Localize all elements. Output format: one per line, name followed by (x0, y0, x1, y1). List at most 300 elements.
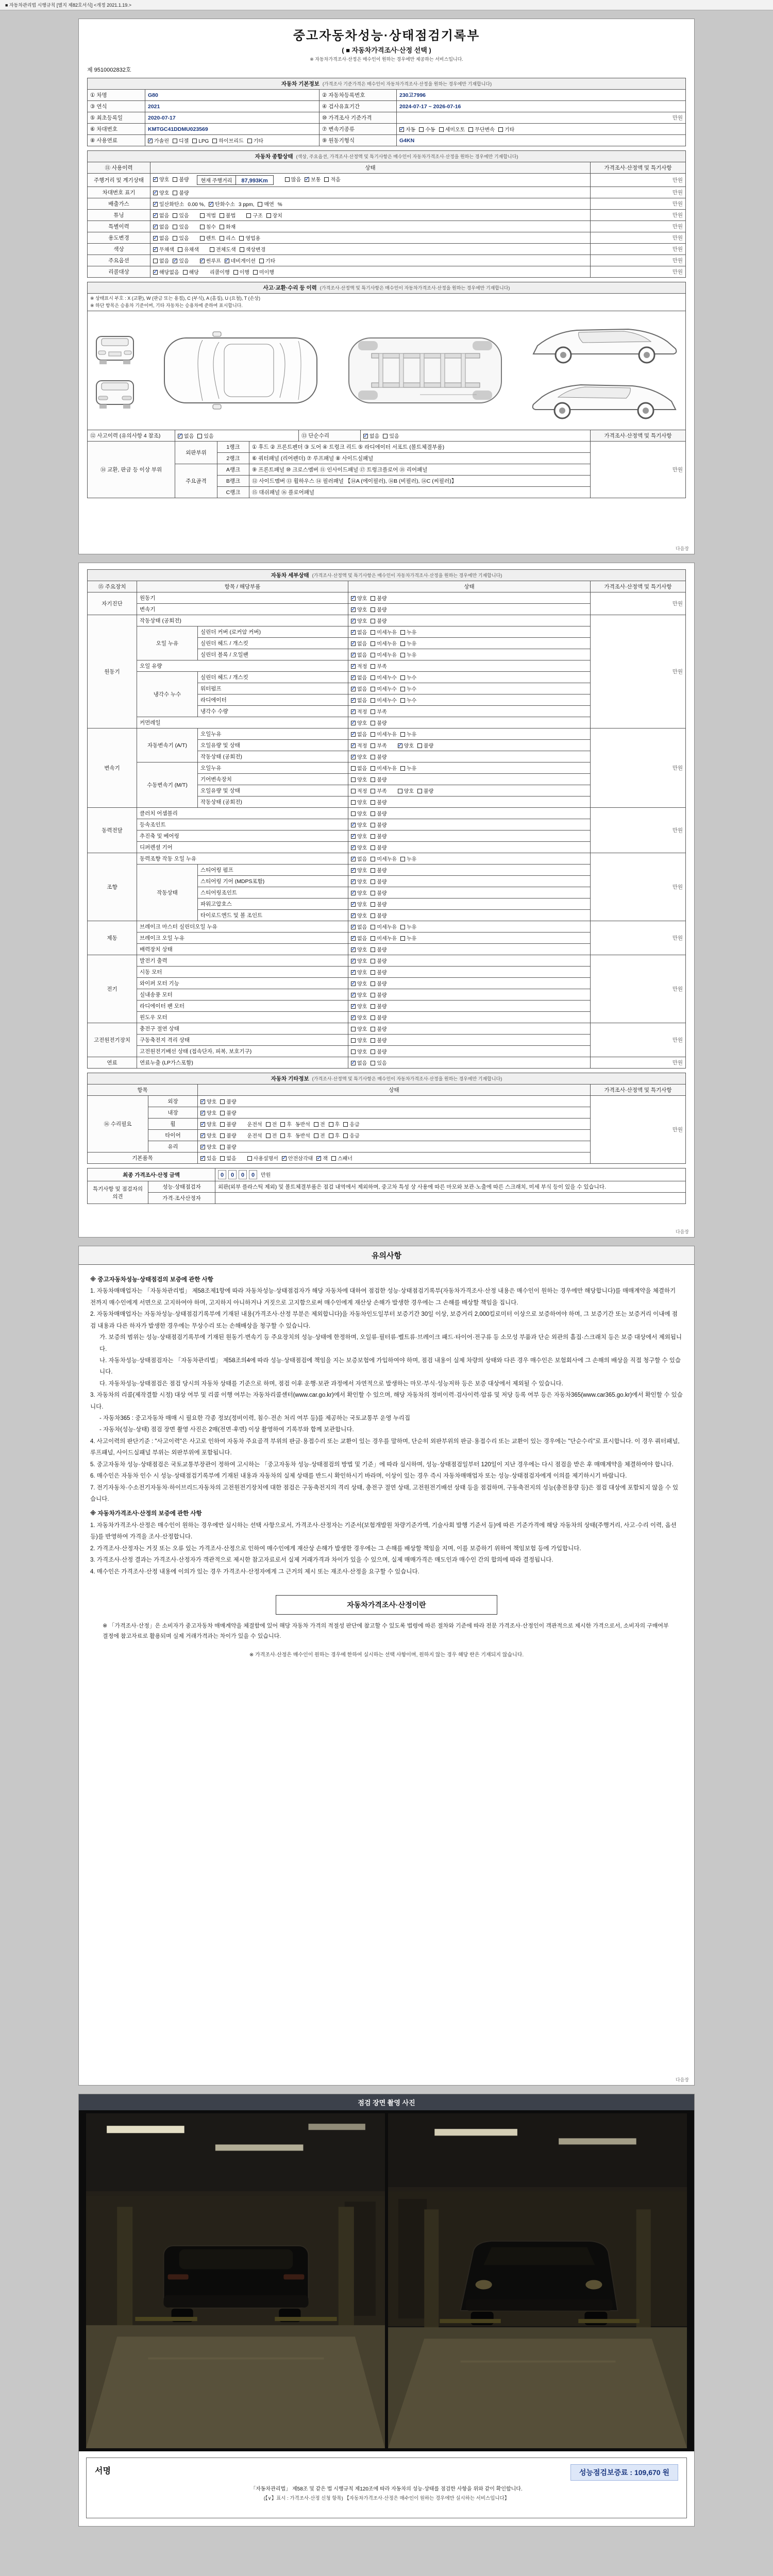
checkbox-화재[interactable] (220, 223, 236, 230)
state-cell (348, 1012, 591, 1023)
checkbox-양호[interactable] (200, 1143, 216, 1150)
checkbox-있음[interactable] (383, 432, 399, 439)
checkbox-양호[interactable] (351, 957, 367, 964)
checkbox-mark (399, 127, 404, 132)
state-cell (348, 683, 591, 694)
checkbox-mark (197, 434, 202, 438)
checkbox-무단변속[interactable] (468, 125, 495, 133)
checkbox-label: 양호 (357, 879, 367, 885)
col-state: 상태 (150, 162, 591, 174)
checkbox-누유[interactable] (400, 639, 416, 647)
use-history-label: 색상 (88, 244, 150, 255)
checkbox-양호[interactable] (351, 1047, 367, 1055)
checkbox-불량[interactable] (371, 979, 386, 987)
checkbox-mark (153, 213, 158, 218)
checkbox-양호[interactable] (351, 821, 367, 828)
checkbox-mark (314, 1133, 318, 1138)
checkbox-mark (351, 641, 356, 646)
checkbox-label: 미세누유 (377, 766, 397, 772)
checkbox-전[interactable] (314, 1120, 325, 1128)
checkbox-mark (266, 213, 271, 218)
checkbox-적정[interactable] (351, 707, 367, 715)
checkbox-불량[interactable] (220, 1143, 236, 1150)
checkbox-해당없음[interactable] (153, 268, 179, 276)
checkbox-있음[interactable] (173, 223, 189, 230)
checkbox-label: 양호 (357, 755, 367, 760)
checkbox-없음[interactable] (351, 685, 367, 692)
checkbox-전[interactable] (266, 1120, 277, 1128)
checkbox-불량[interactable] (371, 889, 386, 896)
checkbox-불량[interactable] (371, 991, 386, 998)
checkbox-양호[interactable] (351, 911, 367, 919)
price-cell: 만원 (590, 1023, 685, 1057)
checkbox-mark (400, 732, 405, 737)
checkbox-양호[interactable] (351, 1013, 367, 1021)
checkbox-무채색[interactable] (153, 245, 174, 253)
checkbox-없음[interactable] (351, 923, 367, 930)
checkbox-있음[interactable] (173, 257, 189, 264)
checkbox-사용설명서[interactable] (247, 1154, 278, 1162)
checkbox-탄화수소[interactable] (209, 200, 235, 208)
checkbox-누유[interactable] (400, 730, 416, 738)
checkbox-label: 미세누수 (377, 698, 397, 704)
checkbox-label: 양호 (357, 834, 367, 840)
checkbox-불량[interactable] (220, 1097, 236, 1105)
checkbox-label: 누유 (406, 857, 417, 862)
checkbox-양호[interactable] (398, 741, 414, 749)
checkbox-불량[interactable] (371, 775, 386, 783)
rank-label: A랭크 (217, 464, 249, 476)
checkbox-부족[interactable] (371, 707, 386, 715)
checkbox-없음[interactable] (351, 639, 367, 647)
checkbox-양호[interactable] (351, 945, 367, 953)
checkbox-누유[interactable] (400, 764, 416, 772)
checkbox-mark (200, 1133, 205, 1138)
state-cell (198, 1107, 591, 1118)
checkbox-label: 없음 (357, 766, 367, 772)
checkbox-없음[interactable] (363, 432, 379, 439)
checkbox-매연[interactable] (258, 200, 274, 208)
checkbox-미세누유[interactable] (371, 923, 397, 930)
item-label: 기어변속장치 (198, 774, 348, 785)
checkbox-적정[interactable] (351, 662, 367, 670)
checkbox-LPG[interactable] (192, 139, 209, 144)
checkbox-불량[interactable] (371, 1002, 386, 1010)
checkbox-누수[interactable] (400, 685, 416, 692)
checkbox-미세누유[interactable] (371, 764, 397, 772)
checkbox-많음[interactable] (285, 175, 301, 183)
checkbox-없음[interactable] (220, 1154, 236, 1162)
checkbox-mark (285, 177, 290, 182)
checkbox-미세누유[interactable] (371, 934, 397, 942)
inspection-fee-label: 성능점검보증료 : (579, 2468, 633, 2477)
state-code-legend: ※ 상태표시 부호 : X (교환), W (판금 또는 용접), C (부식), A (흠집), U (요철), T (손상) ※ 하단 항목은 승용차 기준이며, 기타 자동차는 승용차에 준하여 표시합니다. (88, 294, 686, 311)
checkbox-양호[interactable] (351, 979, 367, 987)
item-label: 커먼레일 (137, 717, 348, 728)
checkbox-양호[interactable] (351, 843, 367, 851)
checkbox-미세누유[interactable] (371, 628, 397, 636)
checkbox-불량[interactable] (371, 877, 386, 885)
checkbox-있음[interactable] (371, 1059, 386, 1066)
checkbox-label: 불량 (377, 868, 387, 874)
checkbox-불량[interactable] (371, 1025, 386, 1032)
checkbox-mark (280, 1133, 285, 1138)
checkbox-없음[interactable] (153, 257, 169, 264)
checkbox-label: 양호 (357, 959, 367, 964)
checkbox-label: 양호 (357, 619, 367, 624)
checkbox-label: 기타 (253, 139, 263, 144)
checkbox-mark (153, 177, 158, 182)
checkbox-불량[interactable] (417, 787, 433, 794)
checkbox-침수[interactable] (200, 223, 216, 230)
field-label: ④ 검사유효기간 (320, 101, 397, 112)
state-cell (150, 174, 591, 187)
checkbox-미세누유[interactable] (371, 855, 397, 862)
checkbox-있음[interactable] (197, 432, 213, 439)
checkbox-없음[interactable] (351, 673, 367, 681)
checkbox-label: 불량 (377, 902, 387, 908)
item-label: 외장 (148, 1096, 198, 1107)
checkbox-양호[interactable] (351, 809, 367, 817)
use-history-label: 용도변경 (88, 232, 150, 244)
next-page-marker: 다음장 (675, 2077, 689, 2082)
checkbox-양호[interactable] (351, 1036, 367, 1044)
checkbox-누유[interactable] (400, 934, 416, 942)
field-label: ⑩ 가격조사 기준가격 (320, 112, 397, 124)
checkbox-불량[interactable] (220, 1120, 236, 1128)
state-cell (348, 626, 591, 638)
checkbox-없음[interactable] (351, 651, 367, 658)
checkbox-label: 불량 (377, 800, 387, 806)
checkbox-mark (280, 1122, 285, 1127)
checkbox-불량[interactable] (371, 957, 386, 964)
checkbox-네비게이션[interactable] (225, 257, 256, 264)
checkbox-label: 양호 (357, 721, 367, 726)
checkbox-없음[interactable] (351, 628, 367, 636)
checkbox-mark (351, 891, 356, 895)
checkbox-후[interactable] (329, 1131, 340, 1139)
checkbox-잭[interactable] (316, 1154, 328, 1162)
checkbox-양호[interactable] (351, 775, 367, 783)
checkbox-미세누수[interactable] (371, 685, 397, 692)
checkbox-누유[interactable] (400, 628, 416, 636)
item-label: 워터펌프 (198, 683, 348, 694)
checkbox-기타[interactable] (259, 257, 275, 264)
checkbox-label: 매연 (264, 202, 274, 208)
checkbox-있음[interactable] (173, 211, 189, 219)
checkbox-미세누유[interactable] (371, 639, 397, 647)
device-label: 제동 (88, 921, 137, 955)
checkbox-불법[interactable] (220, 211, 236, 219)
checkbox-양호[interactable] (351, 889, 367, 896)
checkbox-하이브리드[interactable] (212, 137, 243, 144)
price-cell: 만원 (590, 221, 685, 232)
checkbox-미세누유[interactable] (371, 730, 397, 738)
checkbox-스패너[interactable] (331, 1154, 352, 1162)
checkbox-가솔린[interactable] (148, 137, 169, 144)
item-label: 라디에이터 (198, 694, 348, 706)
checkbox-불량[interactable] (173, 175, 189, 183)
checkbox-전[interactable] (266, 1131, 277, 1139)
checkbox-영업용[interactable] (239, 234, 260, 242)
field-value: 2024-07-17 ~ 2026-07-16 (397, 101, 686, 112)
checkbox-불량[interactable] (371, 1047, 386, 1055)
checkbox-불량[interactable] (371, 866, 386, 874)
checkbox-label: 불량 (377, 981, 387, 987)
checkbox-label: 침수 (206, 225, 216, 230)
checkbox-양호[interactable] (351, 719, 367, 726)
state-cell (198, 1096, 591, 1107)
checkbox-불량[interactable] (371, 617, 386, 624)
checkbox-있음[interactable] (173, 234, 189, 242)
checkbox-mark (351, 993, 356, 997)
checkbox-누수[interactable] (400, 673, 416, 681)
state-cell (198, 1118, 591, 1130)
checkbox-양호[interactable] (153, 189, 169, 196)
inline-text: 0.00 %, (188, 202, 206, 208)
basic-info-table (87, 78, 686, 146)
checkbox-mark (371, 755, 375, 759)
checkbox-해당[interactable] (183, 268, 199, 276)
checkbox-label: 양호 (357, 596, 367, 602)
checkbox-없음[interactable] (178, 432, 194, 439)
checkbox-mark (351, 687, 356, 691)
checkbox-mark (173, 177, 177, 182)
checkbox-mark (400, 698, 405, 703)
checkbox-미세누유[interactable] (371, 651, 397, 658)
checkbox-불량[interactable] (371, 911, 386, 919)
checkbox-label: 전 (320, 1133, 325, 1139)
exchange-section-label: ⑭ 교환, 판금 등 이상 부위 (88, 442, 175, 498)
checkbox-label: 후 (287, 1133, 292, 1139)
checkbox-이행[interactable] (233, 268, 249, 276)
checkbox-후[interactable] (329, 1120, 340, 1128)
checkbox-label: LPG (198, 139, 209, 144)
item-label: 원동기 (137, 592, 348, 604)
checkbox-mark (343, 1133, 348, 1138)
checkbox-유채색[interactable] (178, 245, 199, 253)
checkbox-label: 전 (272, 1122, 277, 1128)
item-label: 내장 (148, 1107, 198, 1118)
checkbox-label: 양호 (357, 947, 367, 953)
checkbox-디젤[interactable] (173, 137, 189, 144)
checkbox-mark (371, 732, 375, 737)
checkbox-응급[interactable] (343, 1131, 359, 1139)
checkbox-불량[interactable] (220, 1109, 236, 1116)
checkbox-리스[interactable] (220, 234, 236, 242)
checkbox-label: 불량 (377, 970, 387, 976)
checkbox-적정[interactable] (351, 787, 367, 794)
checkbox-누수[interactable] (400, 696, 416, 704)
checkbox-양호[interactable] (200, 1120, 216, 1128)
checkbox-불량[interactable] (371, 900, 386, 908)
inline-text: 운전석 (247, 1122, 262, 1128)
checkbox-불량[interactable] (173, 189, 189, 196)
checkbox-기타[interactable] (498, 125, 514, 133)
signature-title: 서명 (95, 2467, 111, 2476)
checkbox-없음[interactable] (351, 764, 367, 772)
checkbox-안전삼각대[interactable] (282, 1154, 313, 1162)
valuation-definition-note: ※ 가격조사·산정은 매수인이 원하는 경우에 한하여 실시하는 선택 사항이며, 원하지 않는 경우 해당 란은 기재되지 않습니다. (249, 1652, 524, 1658)
checkbox-누유[interactable] (400, 855, 416, 862)
checkbox-불량[interactable] (417, 741, 433, 749)
checkbox-label: 불량 (377, 891, 387, 896)
checkbox-불량[interactable] (371, 719, 386, 726)
checkbox-양호[interactable] (351, 594, 367, 602)
checkbox-자동[interactable] (399, 125, 415, 133)
checkbox-label: 영업용 (245, 236, 261, 242)
checkbox-label: 양호 (357, 823, 367, 828)
checkbox-적정[interactable] (351, 741, 367, 749)
checkbox-불량[interactable] (371, 968, 386, 976)
checkbox-누유[interactable] (400, 923, 416, 930)
state-cell (348, 649, 591, 660)
field-label: ⑤ 최초등록일 (88, 112, 145, 124)
checkbox-수동[interactable] (419, 125, 435, 133)
checkbox-부족[interactable] (371, 662, 386, 670)
checkbox-mark (371, 1038, 375, 1043)
checkbox-없음[interactable] (153, 234, 169, 242)
page-2 (78, 563, 695, 1238)
checkbox-label: 적정 (357, 789, 367, 794)
checkbox-label: 누수 (406, 675, 417, 681)
state-cell (348, 1023, 591, 1035)
checkbox-불량[interactable] (371, 945, 386, 953)
checkbox-보통[interactable] (305, 175, 321, 183)
state-cell (348, 876, 591, 887)
checkbox-양호[interactable] (351, 877, 367, 885)
checkbox-미세누수[interactable] (371, 673, 397, 681)
checkbox-후[interactable] (280, 1131, 292, 1139)
item-label: 냉각수 수량 (198, 706, 348, 717)
checkbox-양호[interactable] (351, 832, 367, 840)
checkbox-label: 미세누유 (377, 732, 397, 738)
checkbox-응급[interactable] (343, 1120, 359, 1128)
checkbox-양호[interactable] (351, 753, 367, 760)
checkbox-불량[interactable] (371, 605, 386, 613)
checkbox-label: 미세누유 (377, 925, 397, 930)
checkbox-미이행[interactable] (253, 268, 274, 276)
simple-repair-label: ⑬ 단순수리 (299, 430, 361, 442)
checkbox-누유[interactable] (400, 651, 416, 658)
checkbox-불량[interactable] (371, 753, 386, 760)
checkbox-양호[interactable] (200, 1109, 216, 1116)
checkbox-mark (351, 607, 356, 612)
checkbox-label: 있음 (377, 1061, 387, 1066)
state-cell (348, 978, 591, 989)
checkbox-label: 이행 (239, 270, 249, 276)
checkbox-있음[interactable] (200, 1154, 216, 1162)
device-label: 연료 (88, 1057, 137, 1069)
checkbox-label: 안전삼각대 (288, 1156, 313, 1162)
checkbox-mark (351, 698, 356, 703)
checkbox-없음[interactable] (351, 696, 367, 704)
checkbox-불량[interactable] (371, 594, 386, 602)
checkbox-없음[interactable] (153, 223, 169, 230)
checkbox-양호[interactable] (351, 968, 367, 976)
notice-line: 3. 자동차의 리콜(제작결함 시정) 대상 여부 및 리콜 이행 여부는 자동차리콜센터(www.car.go.kr)에서 확인할 수 있으며, 해당 자동차의 정비이력·검사이력·압류 및 저당 등록 여부 등은 자동차365(www.car365.go.kr)에서 확인할 수 있습니다. (90, 1392, 683, 1410)
checkbox-기타[interactable] (247, 137, 263, 144)
checkbox-없음[interactable] (351, 1059, 367, 1066)
item-label: 충전구 절연 상태 (137, 1023, 348, 1035)
checkbox-전체도색[interactable] (210, 245, 236, 253)
checkbox-색상변경[interactable] (240, 245, 266, 253)
checkbox-양호[interactable] (351, 1025, 367, 1032)
checkbox-렌트[interactable] (200, 234, 216, 242)
checkbox-미세누수[interactable] (371, 696, 397, 704)
checkbox-구조[interactable] (246, 211, 262, 219)
checkbox-label: 양호 (357, 777, 367, 783)
checkbox-불량[interactable] (371, 798, 386, 806)
checkbox-불량[interactable] (371, 809, 386, 817)
checkbox-양호[interactable] (351, 798, 367, 806)
use-history-label: 리콜대상 (88, 266, 150, 278)
checkbox-양호[interactable] (351, 900, 367, 908)
checkbox-적음[interactable] (324, 175, 340, 183)
checkbox-후[interactable] (280, 1120, 292, 1128)
checkbox-없음[interactable] (153, 211, 169, 219)
checkbox-장치[interactable] (266, 211, 282, 219)
field-value: KMTGC41DDMU023569 (145, 124, 320, 135)
col-state: 상태 (348, 581, 591, 592)
final-price-label: 최종 가격조사·산정 금액 (88, 1168, 215, 1181)
checkbox-일산화탄소[interactable] (153, 200, 184, 208)
checkbox-불량[interactable] (371, 832, 386, 840)
checkbox-양호[interactable] (398, 787, 414, 794)
checkbox-mark (200, 213, 205, 218)
price-cell: 만원 (590, 955, 685, 1023)
checkbox-mark (371, 925, 375, 929)
checkbox-적법[interactable] (200, 211, 216, 219)
checkbox-양호[interactable] (351, 1002, 367, 1010)
checkbox-썬루프[interactable] (200, 257, 221, 264)
checkbox-양호[interactable] (351, 617, 367, 624)
checkbox-label: 없음 (369, 434, 380, 439)
checkbox-부족[interactable] (371, 741, 386, 749)
checkbox-label: 미세누유 (377, 936, 397, 942)
checkbox-불량[interactable] (371, 1013, 386, 1021)
field-label: ① 차명 (88, 90, 145, 101)
checkbox-부족[interactable] (371, 787, 386, 794)
checkbox-양호[interactable] (200, 1131, 216, 1139)
checkbox-없음[interactable] (351, 730, 367, 738)
item-label: 실린더 블록 / 오일팬 (198, 649, 348, 660)
notice-line: - 자동차365 : 중고자동차 매매 시 필요한 각종 정보(정비이력, 침수·전손 처리 여부 등)를 제공하는 국토교통부 운영 누리집 (99, 1415, 411, 1422)
checkbox-전[interactable] (314, 1131, 325, 1139)
checkbox-mark (371, 981, 375, 986)
checkbox-mark (173, 259, 177, 263)
document-title: 중고자동차성능·상태점검기록부 (293, 29, 480, 43)
checkbox-양호[interactable] (351, 991, 367, 998)
checkbox-불량[interactable] (220, 1131, 236, 1139)
notice-line: 4. 사고이력의 판단기준 : "사고이력"은 사고로 인하여 자동차 주요골격 부위의 판금·용접수리 또는 교환이 있는 경우를 말하며, 단순히 외판부위의 판금·용접수리 또는 교환이 있는 경우에는 "단순수리"로 표시합니다. 이 경우 쿼터패널, 루프패널, 사이드실패널 부위는 외판부위에 포함됩니다. (90, 1438, 680, 1456)
checkbox-label: 해당 (189, 270, 199, 276)
checkbox-양호[interactable] (351, 605, 367, 613)
checkbox-mark (351, 936, 356, 941)
checkbox-양호[interactable] (153, 175, 169, 183)
checkbox-양호[interactable] (200, 1097, 216, 1105)
checkbox-mark (351, 709, 356, 714)
photo-section-title: 점검 장면 촬영 사진 (79, 2094, 694, 2110)
checkbox-양호[interactable] (351, 866, 367, 874)
checkbox-불량[interactable] (371, 821, 386, 828)
checkbox-세미오토[interactable] (439, 125, 465, 133)
checkbox-없음[interactable] (351, 855, 367, 862)
checkbox-불량[interactable] (371, 1036, 386, 1044)
checkbox-불량[interactable] (371, 843, 386, 851)
checkbox-없음[interactable] (351, 934, 367, 942)
checkbox-label: 양호 (357, 800, 367, 806)
